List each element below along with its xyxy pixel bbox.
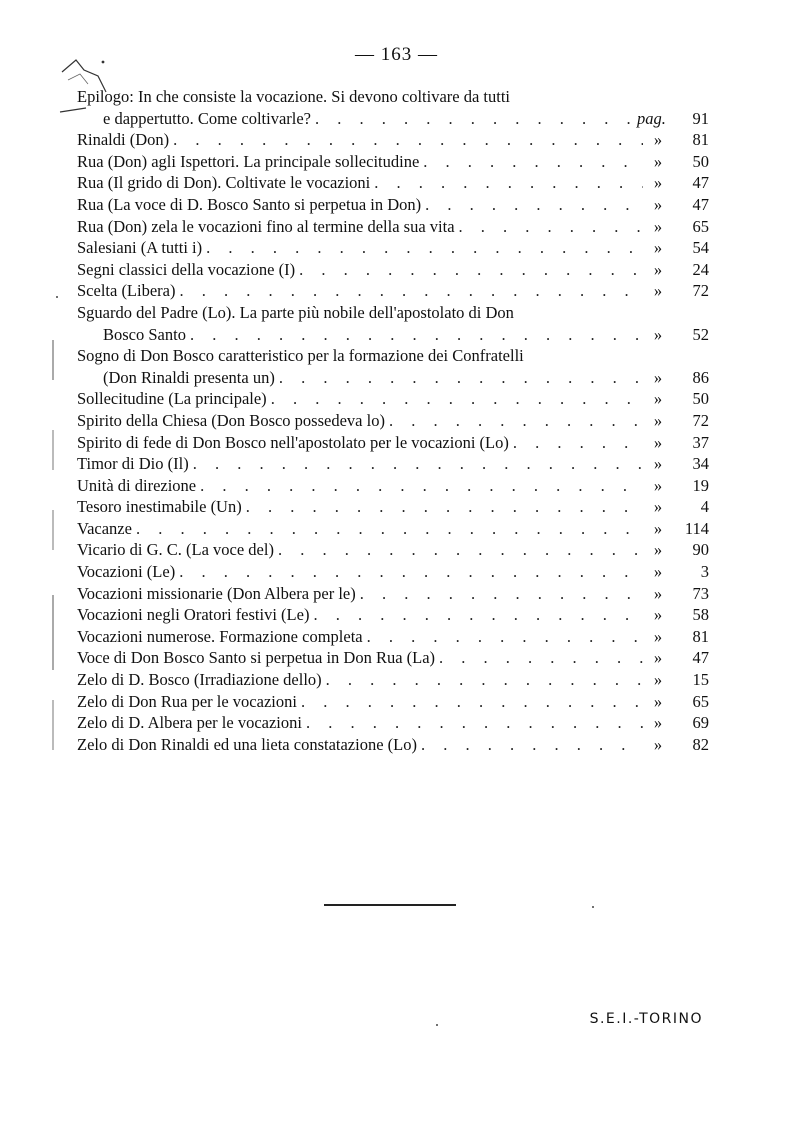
page-reference: 37 bbox=[692, 432, 709, 452]
dot-leader bbox=[421, 734, 643, 756]
entry-title: Vacanze bbox=[77, 518, 132, 538]
page-reference: 86 bbox=[692, 367, 709, 387]
page-reference: 69 bbox=[692, 713, 709, 733]
index-entry bbox=[77, 324, 709, 346]
entry-title: Sollecitudine (La principale) bbox=[77, 389, 267, 409]
index-entry bbox=[77, 453, 709, 475]
index-entry bbox=[77, 518, 709, 540]
entry-title: Spirito di fede di Don Bosco nell'apostolato per le vocazioni (Lo) bbox=[77, 432, 509, 452]
closing-rule bbox=[324, 904, 456, 906]
page-number: — 163 — bbox=[355, 44, 438, 65]
index-entry bbox=[77, 151, 709, 173]
entry-title: Salesiani (A tutti i) bbox=[77, 238, 203, 258]
ditto-mark: » bbox=[653, 216, 663, 236]
entry-title: Vicario di G. C. (La voce del) bbox=[77, 540, 274, 560]
dot-leader bbox=[439, 647, 643, 669]
entry-title: Voce di Don Bosco Santo si perpetua in Don Rua (La) bbox=[77, 648, 436, 668]
ditto-mark: » bbox=[653, 562, 663, 582]
page-reference: 50 bbox=[692, 151, 709, 171]
entry-title: Rua (La voce di D. Bosco Santo si perpetua in Don) bbox=[77, 194, 422, 214]
dot-leader bbox=[360, 583, 643, 605]
ditto-mark: » bbox=[653, 583, 663, 603]
dot-leader bbox=[313, 604, 643, 626]
dot-leader bbox=[513, 432, 643, 454]
page-reference: 47 bbox=[692, 173, 709, 193]
index-entry bbox=[77, 280, 709, 302]
index-entry bbox=[77, 129, 709, 151]
ditto-mark: » bbox=[653, 454, 663, 474]
index-entry bbox=[77, 216, 709, 238]
printer-mark: S.E.I.-TORINO bbox=[589, 1011, 703, 1027]
page-reference: 72 bbox=[692, 281, 709, 301]
entry-title: Vocazioni (Le) bbox=[77, 562, 176, 582]
entry-title: Zelo di Don Rinaldi ed una lieta constatazione (Lo) bbox=[77, 734, 417, 754]
dot-leader bbox=[206, 237, 643, 259]
dot-leader bbox=[278, 539, 643, 561]
index-entry-first-line bbox=[77, 86, 709, 108]
entry-title: Timor di Dio (Il) bbox=[77, 454, 189, 474]
dot-leader bbox=[326, 669, 643, 691]
dot-leader bbox=[367, 626, 643, 648]
ditto-mark: pag. bbox=[637, 108, 666, 128]
index-entry bbox=[77, 712, 709, 734]
index-entry bbox=[77, 691, 709, 713]
ditto-mark: » bbox=[653, 410, 663, 430]
ditto-mark: » bbox=[653, 648, 663, 668]
dot-leader bbox=[200, 475, 643, 497]
dot-leader bbox=[306, 712, 643, 734]
dot-leader bbox=[315, 108, 633, 130]
dot-leader bbox=[193, 453, 643, 475]
entry-title: Rua (Don) agli Ispettori. La principale sollecitudine bbox=[77, 151, 420, 171]
index-entry bbox=[77, 432, 709, 454]
index-entry bbox=[77, 734, 709, 756]
dot-leader bbox=[279, 367, 643, 389]
entry-title: Zelo di D. Bosco (Irradiazione dello) bbox=[77, 670, 322, 690]
page-reference: 34 bbox=[692, 454, 709, 474]
entry-title: Zelo di Don Rua per le vocazioni bbox=[77, 691, 297, 711]
entry-title: Epilogo: In che consiste la vocazione. Si devono coltivare da tutti bbox=[77, 87, 511, 106]
dot-leader bbox=[425, 194, 643, 216]
ditto-mark: » bbox=[653, 540, 663, 560]
entry-title-continuation: e dappertutto. Come coltivarle? bbox=[103, 108, 312, 128]
page-reference: 73 bbox=[692, 583, 709, 603]
page-reference: 91 bbox=[692, 108, 709, 128]
index-entry-first-line bbox=[77, 345, 709, 367]
dot-leader bbox=[301, 691, 643, 713]
entry-title-continuation: Bosco Santo bbox=[103, 324, 186, 344]
index-entry bbox=[77, 539, 709, 561]
ditto-mark: » bbox=[653, 475, 663, 495]
ink-speck bbox=[592, 906, 594, 908]
index-list bbox=[77, 86, 709, 755]
entry-title: Sguardo del Padre (Lo). La parte più nobile dell'apostolato di Don bbox=[77, 302, 514, 322]
page-reference: 19 bbox=[692, 475, 709, 495]
index-entry bbox=[77, 410, 709, 432]
index-entry bbox=[77, 259, 709, 281]
dot-leader bbox=[179, 561, 643, 583]
entry-title: Zelo di D. Albera per le vocazioni bbox=[77, 713, 302, 733]
page-reference: 50 bbox=[692, 389, 709, 409]
entry-title: Tesoro inestimabile (Un) bbox=[77, 497, 242, 517]
entry-title: Vocazioni numerose. Formazione completa bbox=[77, 626, 363, 646]
index-entry bbox=[77, 561, 709, 583]
index-entry bbox=[77, 583, 709, 605]
index-entry bbox=[77, 669, 709, 691]
ditto-mark: » bbox=[653, 734, 663, 754]
page-reference: 4 bbox=[700, 497, 709, 517]
entry-title: Vocazioni negli Oratori festivi (Le) bbox=[77, 605, 310, 625]
index-entry-first-line bbox=[77, 302, 709, 324]
entry-title: Scelta (Libera) bbox=[77, 281, 176, 301]
ditto-mark: » bbox=[653, 605, 663, 625]
ditto-mark: » bbox=[653, 194, 663, 214]
page-reference: 65 bbox=[692, 216, 709, 236]
page-reference: 81 bbox=[692, 130, 709, 150]
ditto-mark: » bbox=[653, 130, 663, 150]
dot-leader bbox=[173, 129, 643, 151]
ditto-mark: » bbox=[653, 670, 663, 690]
page-reference: 24 bbox=[692, 259, 709, 279]
ditto-mark: » bbox=[653, 691, 663, 711]
page-reference: 47 bbox=[692, 194, 709, 214]
index-entry bbox=[77, 388, 709, 410]
ditto-mark: » bbox=[653, 238, 663, 258]
entry-title: Sogno di Don Bosco caratteristico per la formazione dei Confratelli bbox=[77, 346, 524, 366]
entry-title: Vocazioni missionarie (Don Albera per le) bbox=[77, 583, 356, 603]
index-entry bbox=[77, 367, 709, 389]
dot-leader bbox=[190, 324, 643, 346]
entry-title: Rinaldi (Don) bbox=[77, 130, 170, 150]
ditto-mark: » bbox=[653, 518, 663, 538]
entry-title: Spirito della Chiesa (Don Bosco possedeva lo) bbox=[77, 410, 385, 430]
index-entry bbox=[77, 647, 709, 669]
index-entry bbox=[77, 237, 709, 259]
ditto-mark: » bbox=[653, 389, 663, 409]
page-reference: 15 bbox=[692, 670, 709, 690]
entry-title: Rua (Il grido di Don). Coltivate le vocazioni bbox=[77, 173, 371, 193]
index-entry bbox=[77, 496, 709, 518]
ditto-mark: » bbox=[653, 324, 663, 344]
index-entry bbox=[77, 194, 709, 216]
ditto-mark: » bbox=[653, 626, 663, 646]
page-reference: 81 bbox=[692, 626, 709, 646]
page-reference: 90 bbox=[692, 540, 709, 560]
ditto-mark: » bbox=[653, 713, 663, 733]
dot-leader bbox=[374, 172, 643, 194]
dot-leader bbox=[246, 496, 643, 518]
page-reference: 58 bbox=[692, 605, 709, 625]
ditto-mark: » bbox=[653, 497, 663, 517]
index-entry bbox=[77, 475, 709, 497]
entry-title-continuation: (Don Rinaldi presenta un) bbox=[103, 367, 275, 387]
dot-leader bbox=[136, 518, 643, 540]
ditto-mark: » bbox=[653, 432, 663, 452]
page-reference: 54 bbox=[692, 238, 709, 258]
ditto-mark: » bbox=[653, 259, 663, 279]
ditto-mark: » bbox=[653, 281, 663, 301]
dot-leader bbox=[459, 216, 643, 238]
dot-leader bbox=[271, 388, 643, 410]
dot-leader bbox=[423, 151, 643, 173]
index-entry bbox=[77, 108, 709, 130]
entry-title: Unità di direzione bbox=[77, 475, 197, 495]
ink-speck bbox=[56, 296, 58, 298]
index-entry bbox=[77, 626, 709, 648]
page-reference: 52 bbox=[692, 324, 709, 344]
dot-leader bbox=[299, 259, 643, 281]
page-reference: 65 bbox=[692, 691, 709, 711]
index-entry bbox=[77, 172, 709, 194]
ditto-mark: » bbox=[653, 173, 663, 193]
ditto-mark: » bbox=[653, 367, 663, 387]
entry-title: Rua (Don) zela le vocazioni fino al termine della sua vita bbox=[77, 216, 455, 236]
entry-title: Segni classici della vocazione (I) bbox=[77, 259, 296, 279]
ink-speck bbox=[436, 1024, 438, 1026]
page-reference: 47 bbox=[692, 648, 709, 668]
page-reference: 72 bbox=[692, 410, 709, 430]
dot-leader bbox=[389, 410, 643, 432]
page-reference: 82 bbox=[692, 734, 709, 754]
page-reference: 114 bbox=[684, 518, 709, 538]
ditto-mark: » bbox=[653, 151, 663, 171]
dot-leader bbox=[179, 280, 643, 302]
index-entry bbox=[77, 604, 709, 626]
margin-marks bbox=[50, 340, 56, 760]
page-reference: 3 bbox=[700, 562, 709, 582]
